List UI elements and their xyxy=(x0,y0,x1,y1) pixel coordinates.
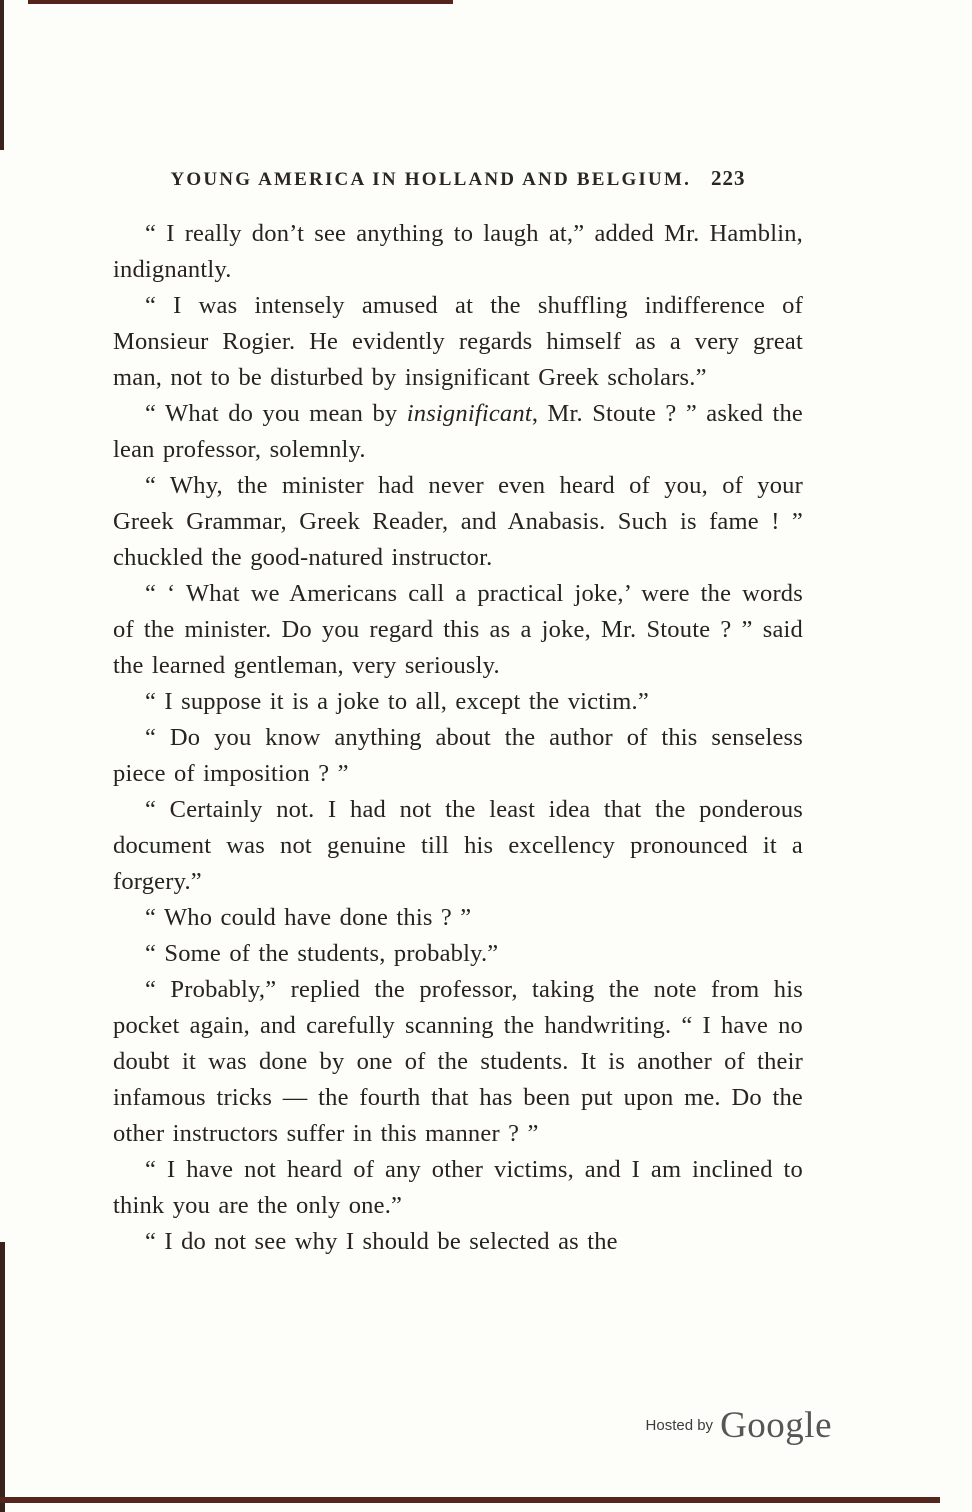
paragraph-text: “ Who could have done this ? ” xyxy=(145,904,472,931)
paragraph-text: “ I suppose it is a joke to all, except the victim.” xyxy=(145,688,649,715)
paragraph xyxy=(113,576,803,684)
paragraph-text: , Mr. Stoute ? ” asked the lean professor, solemnly. xyxy=(113,400,803,463)
paragraph xyxy=(113,792,803,900)
paragraph-text: “ Do you know anything about the author of this senseless piece of imposition ? ” xyxy=(113,724,803,787)
footer xyxy=(646,1407,832,1444)
paragraph-text: “ I do not see why I should be selected as the xyxy=(145,1228,618,1255)
paragraph xyxy=(113,900,803,936)
paragraph-text: “ Some of the students, probably.” xyxy=(145,940,499,967)
paragraph xyxy=(113,1224,803,1260)
paragraph xyxy=(113,1152,803,1224)
paragraph-text: “ Certainly not. I had not the least idea that the ponderous document was not genuine till his excellency pronounced it a forgery.” xyxy=(113,796,803,895)
paragraph xyxy=(113,288,803,396)
scan-edge-bottom xyxy=(0,1497,940,1503)
scan-edge-left-top xyxy=(0,0,4,150)
paragraph-text: “ I have not heard of any other victims, and I am inclined to think you are the only one.” xyxy=(113,1156,803,1219)
text-block xyxy=(113,216,803,1260)
page-number: 223 xyxy=(711,166,746,190)
scan-edge-left-bottom xyxy=(0,1242,5,1512)
scan-edge-top xyxy=(28,0,453,4)
paragraph-text: “ What do you mean by xyxy=(145,400,407,427)
paragraph-text: “ Probably,” replied the professor, taking the note from his pocket again, and carefully scanning the handwriting. “ I have no doubt it was done by one of the students. It is another of their infamous tricks — the fourth that has been put upon me. Do the other instructors suffer in this manner ? ” xyxy=(113,976,803,1147)
paragraph-text: “ I was intensely amused at the shuffling indifference of Monsieur Rogier. He evidently regards himself as a very great man, not to be disturbed by insignificant Greek scholars.” xyxy=(113,292,803,391)
hosted-by-label: Hosted by xyxy=(645,1417,714,1434)
google-logo: Google xyxy=(720,1405,832,1446)
paragraph xyxy=(113,720,803,792)
paragraph xyxy=(113,216,803,288)
running-head-title: YOUNG AMERICA IN HOLLAND AND BELGIUM. xyxy=(170,169,692,190)
paragraph xyxy=(113,936,803,972)
paragraph xyxy=(113,684,803,720)
paragraph xyxy=(113,396,803,468)
paragraph-text: “ I really don’t see anything to laugh at,” added Mr. Hamblin, indignantly. xyxy=(113,220,803,283)
paragraph-text: “ Why, the minister had never even heard of you, of your Greek Grammar, Greek Reader, and Anabasis. Such is fame ! ” chuckled the good-natured instructor. xyxy=(113,472,803,571)
emphasized-text: insignificant xyxy=(406,400,532,427)
running-head xyxy=(113,166,803,191)
paragraph-text: “ ‘ What we Americans call a practical joke,’ were the words of the minister. Do you regard this as a joke, Mr. Stoute ? ” said the learned gentleman, very seriously. xyxy=(113,580,803,679)
paragraph xyxy=(113,468,803,576)
paragraph xyxy=(113,972,803,1152)
